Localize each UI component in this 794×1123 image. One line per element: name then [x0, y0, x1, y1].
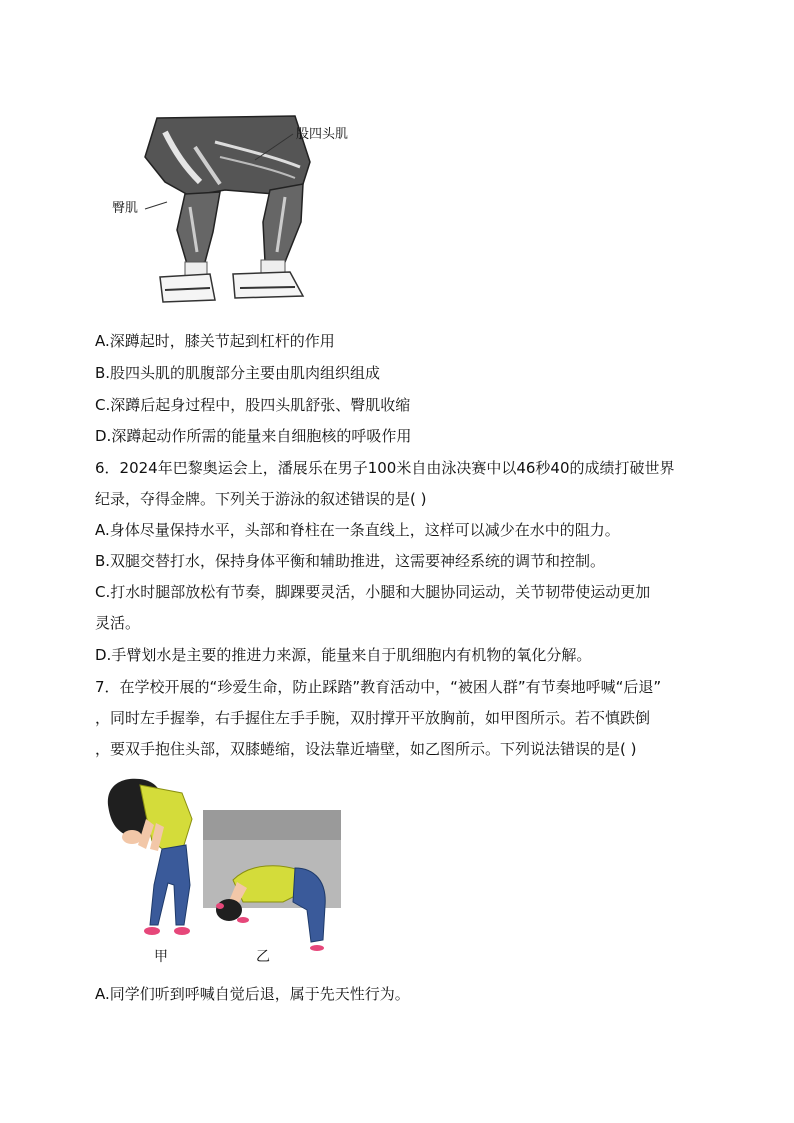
q6-option-b: B.双腿交替打水，保持身体平衡和辅助推进，这需要神经系统的调节和控制。 — [95, 552, 606, 570]
q7-stem-line-1: 7．在学校开展的“珍爱生命，防止踩踏”教育活动中，“被困人群”有节奏地呼喊“后退” — [95, 678, 662, 696]
q7-option-a: A.同学们听到呼喊自觉后退，属于先天性行为。 — [95, 985, 410, 1003]
label-quadriceps: 股四头肌 — [296, 127, 349, 142]
q5-option-b: B.股四头肌的肌腹部分主要由肌肉组织组成 — [95, 364, 381, 382]
q6-stem-line-2: 纪录，夺得金牌。下列关于游泳的叙述错误的是( ) — [95, 490, 427, 508]
figure-jia-label: 甲 — [154, 949, 168, 965]
q6-option-c-line-1: C.打水时腿部放松有节奏，脚踝要灵活，小腿和大腿协同运动，关节韧带使运动更加 — [95, 583, 651, 601]
q6-stem-line-1: 6．2024年巴黎奥运会上，潘展乐在男子100米自由泳决赛中以46秒40的成绩打破世界 — [95, 459, 675, 477]
label-gluteus: 臀肌 — [112, 201, 139, 216]
q7-stem-line-3: ，要双手抱住头部，双膝蜷缩，设法靠近墙壁，如乙图所示。下列说法错误的是( ) — [95, 740, 637, 758]
figure-yi-illustration — [203, 810, 341, 960]
q7-stem-line-2: ，同时左手握拳，右手握住左手手腕，双肘撑开平放胸前，如甲图所示。若不慎跌倒 — [95, 709, 651, 727]
figure-jia-illustration — [100, 775, 200, 943]
q6-option-c-line-2: 灵活。 — [95, 614, 141, 632]
figure-yi-label: 乙 — [256, 949, 270, 965]
q5-option-d: D.深蹲起动作所需的能量来自细胞核的呼吸作用 — [95, 427, 412, 445]
q6-option-d: D.手臂划水是主要的推进力来源，能量来自于肌细胞内有机物的氧化分解。 — [95, 646, 592, 664]
q6-option-a: A.身体尽量保持水平，头部和脊柱在一条直线上，这样可以减少在水中的阻力。 — [95, 521, 620, 539]
q5-option-c: C.深蹲后起身过程中，股四头肌舒张、臀肌收缩 — [95, 396, 411, 414]
q5-option-a: A.深蹲起时，膝关节起到杠杆的作用 — [95, 332, 335, 350]
